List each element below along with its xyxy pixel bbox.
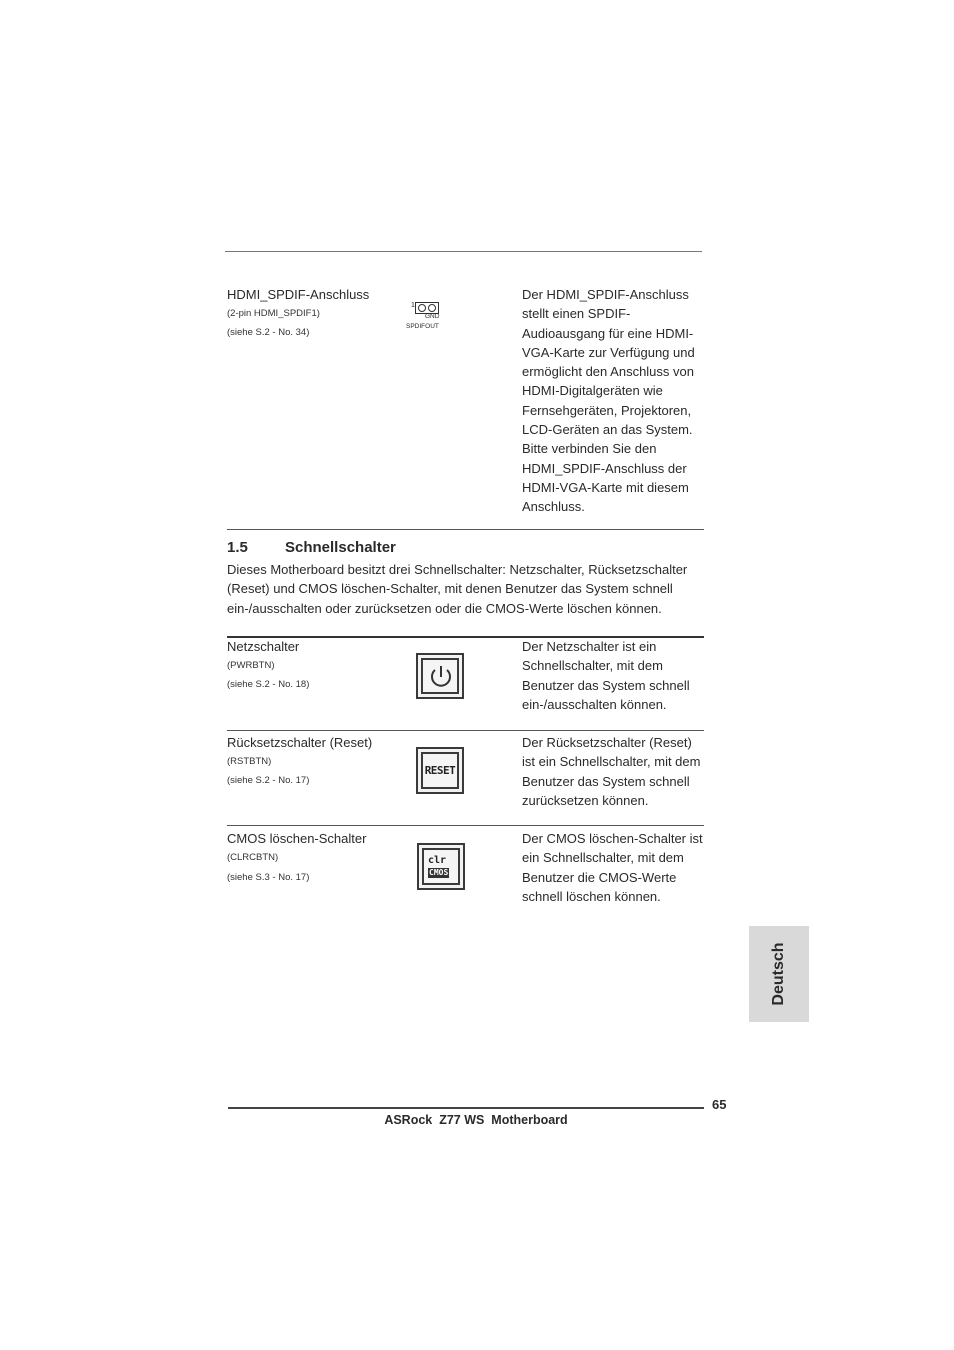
row-rule-2 <box>227 825 704 826</box>
pin1-label: 1 <box>411 302 415 309</box>
power-switch-label: Netzschalter <box>227 639 300 654</box>
power-switch-sub2: (siehe S.2 - No. 18) <box>227 679 310 690</box>
power-switch-sub1: (PWRBTN) <box>227 660 275 671</box>
clear-cmos-button-icon <box>417 843 465 890</box>
cmos-switch-sub1: (CLRCBTN) <box>227 852 279 863</box>
cmos-switch-sub2: (siehe S.3 - No. 17) <box>227 872 310 883</box>
power-button-icon <box>416 653 464 699</box>
reset-button-icon <box>416 747 464 794</box>
section-intro: Dieses Motherboard besitzt drei Schnellschalter: Netzschalter, Rücksetzschalter (Reset) und CMOS löschen-Schalter, mit denen Benutzer das System schnell ein-/ausschalten oder zurücksetzen oder die CMOS-Werte löschen können. <box>227 562 688 616</box>
hdmi-description: Der HDMI_SPDIF-Anschluss stellt einen SPDIF-Audioausgang für eine HDMI-VGA-Karte zur Verfügung und ermöglicht den Anschluss von HDMI-Digitalgeräten wie Fernsehgeräten, Projektoren, LCD-Geräten an das System. Bitte verbinden Sie den HDMI_SPDIF-Anschluss der HDMI-VGA-Karte mit diesem Anschluss. <box>522 287 695 515</box>
reset-icon-text: RESET <box>424 764 456 777</box>
footer-rule <box>228 1107 704 1109</box>
top-rule <box>225 251 702 252</box>
clr-icon-text: clr <box>428 855 447 866</box>
cmos-switch-label: CMOS löschen-Schalter <box>227 831 367 846</box>
spdifout-label: SPDIFOUT <box>406 323 439 330</box>
language-tab-label: Deutsch <box>770 942 787 1006</box>
reset-switch-sub1: (RSTBTN) <box>227 756 272 767</box>
reset-switch-sub2: (siehe S.2 - No. 17) <box>227 775 310 786</box>
language-side-tab <box>749 926 809 1022</box>
reset-switch-label: Rücksetzschalter (Reset) <box>227 735 373 750</box>
footer-product: ASRock Z77 WS Motherboard <box>384 1113 568 1127</box>
section-rule <box>227 529 704 530</box>
hdmi-sub1: (2-pin HDMI_SPDIF1) <box>227 308 320 319</box>
reset-switch-description: Der Rücksetzschalter (Reset) ist ein Schnellschalter, mit dem Benutzer das System schnell zurücksetzen können. <box>522 735 701 808</box>
gnd-label: GND <box>425 313 440 320</box>
section-title: Schnellschalter <box>285 539 396 556</box>
section-number: 1.5 <box>227 539 248 556</box>
spdif-header-diagram <box>405 299 450 335</box>
power-switch-description: Der Netzschalter ist ein Schnellschalter, mit dem Benutzer das System schnell ein-/ausschalten können. <box>522 639 690 712</box>
hdmi-sub2: (siehe S.2 - No. 34) <box>227 327 310 338</box>
row-rule-1 <box>227 730 704 731</box>
cmos-switch-description: Der CMOS löschen-Schalter ist ein Schnellschalter, mit dem Benutzer die CMOS-Werte schnell löschen können. <box>522 831 703 904</box>
cmos-icon-text: CMOS <box>429 868 449 877</box>
hdmi-label: HDMI_SPDIF-Anschluss <box>227 287 370 302</box>
page-number: 65 <box>712 1097 727 1112</box>
